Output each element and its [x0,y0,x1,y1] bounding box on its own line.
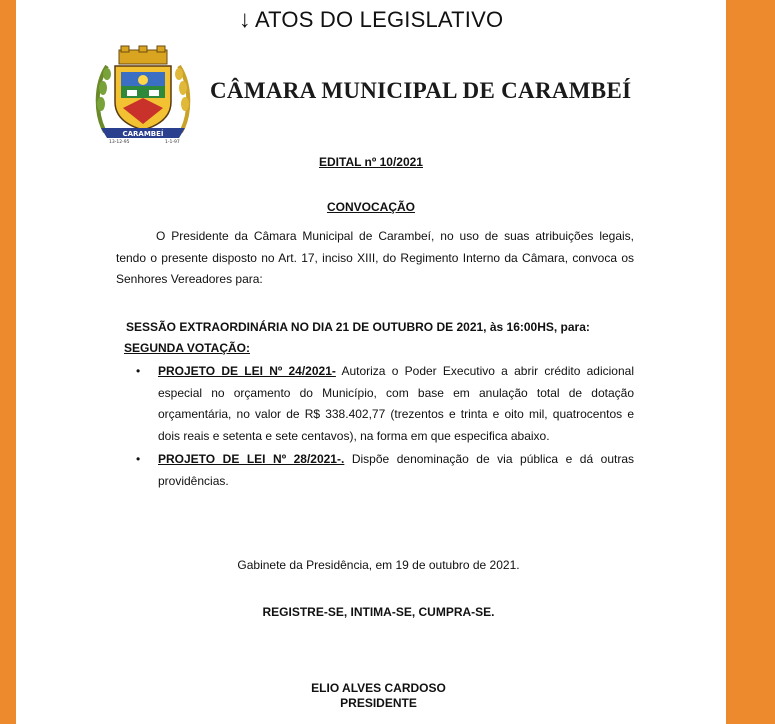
edital-subtitle: CONVOCAÇÃO [326,200,415,214]
signer-role: PRESIDENTE [340,696,417,710]
intro-paragraph [116,226,634,291]
edital-title: EDITAL nº 10/2021 [319,155,423,169]
place-date: Gabinete da Presidência, em 19 de outubro de 2021. [237,558,520,572]
chamber-name: CÂMARA MUNICIPAL DE CARAMBEÍ [210,78,632,103]
closing-formula: REGISTRE-SE, INTIMA-SE, CUMPRA-SE. [262,605,495,619]
bill-item [134,361,634,447]
bill-description: Autoriza o Poder Executivo a abrir crédito adicional especial no orçamento do Município, com base em anulação total de dotação orçamentária, no valor de R$ 338.402,77 (trezentos e trinta e oito mil, quatrocentos e dois reais e setenta e sete centavos), na forma em que especifica abaixo. [158,364,634,443]
down-arrow-icon: ↓ [238,6,251,33]
signer-name: ELIO ALVES CARDOSO [311,681,446,695]
section-title-text: ATOS DO LEGISLATIVO [254,7,504,32]
crest-label: CARAMBEÍ [122,130,164,138]
bill-item [134,449,634,492]
voting-heading: SEGUNDA VOTAÇÃO: [124,341,250,355]
bill-list [134,361,634,494]
bullet-icon: • [136,452,141,466]
intro-text: O Presidente da Câmara Municipal de Carambeí, no uso de suas atribuições legais, tendo o presente disposto no Art. 17, inciso XIII, do Regimento Interno da Câmara, convoca os Senhores Vereadores para: [116,229,634,286]
session-heading: SESSÃO EXTRAORDINÁRIA NO DIA 21 DE OUTUBRO DE 2021, às 16:00HS, para: [126,320,590,334]
municipal-crest-logo [91,44,195,144]
document-page [16,0,726,724]
bill-number: PROJETO DE LEI Nº 24/2021- [158,364,336,378]
crest-left-date: 13-12-95 [109,140,130,144]
bill-number: PROJETO DE LEI Nº 28/2021-. [158,452,345,466]
bill-description: Dispõe denominação de via pública e dá outras providências. [158,452,635,488]
bullet-icon: • [136,364,141,378]
crest-right-date: 1-1-97 [165,140,180,144]
section-title [16,6,726,34]
